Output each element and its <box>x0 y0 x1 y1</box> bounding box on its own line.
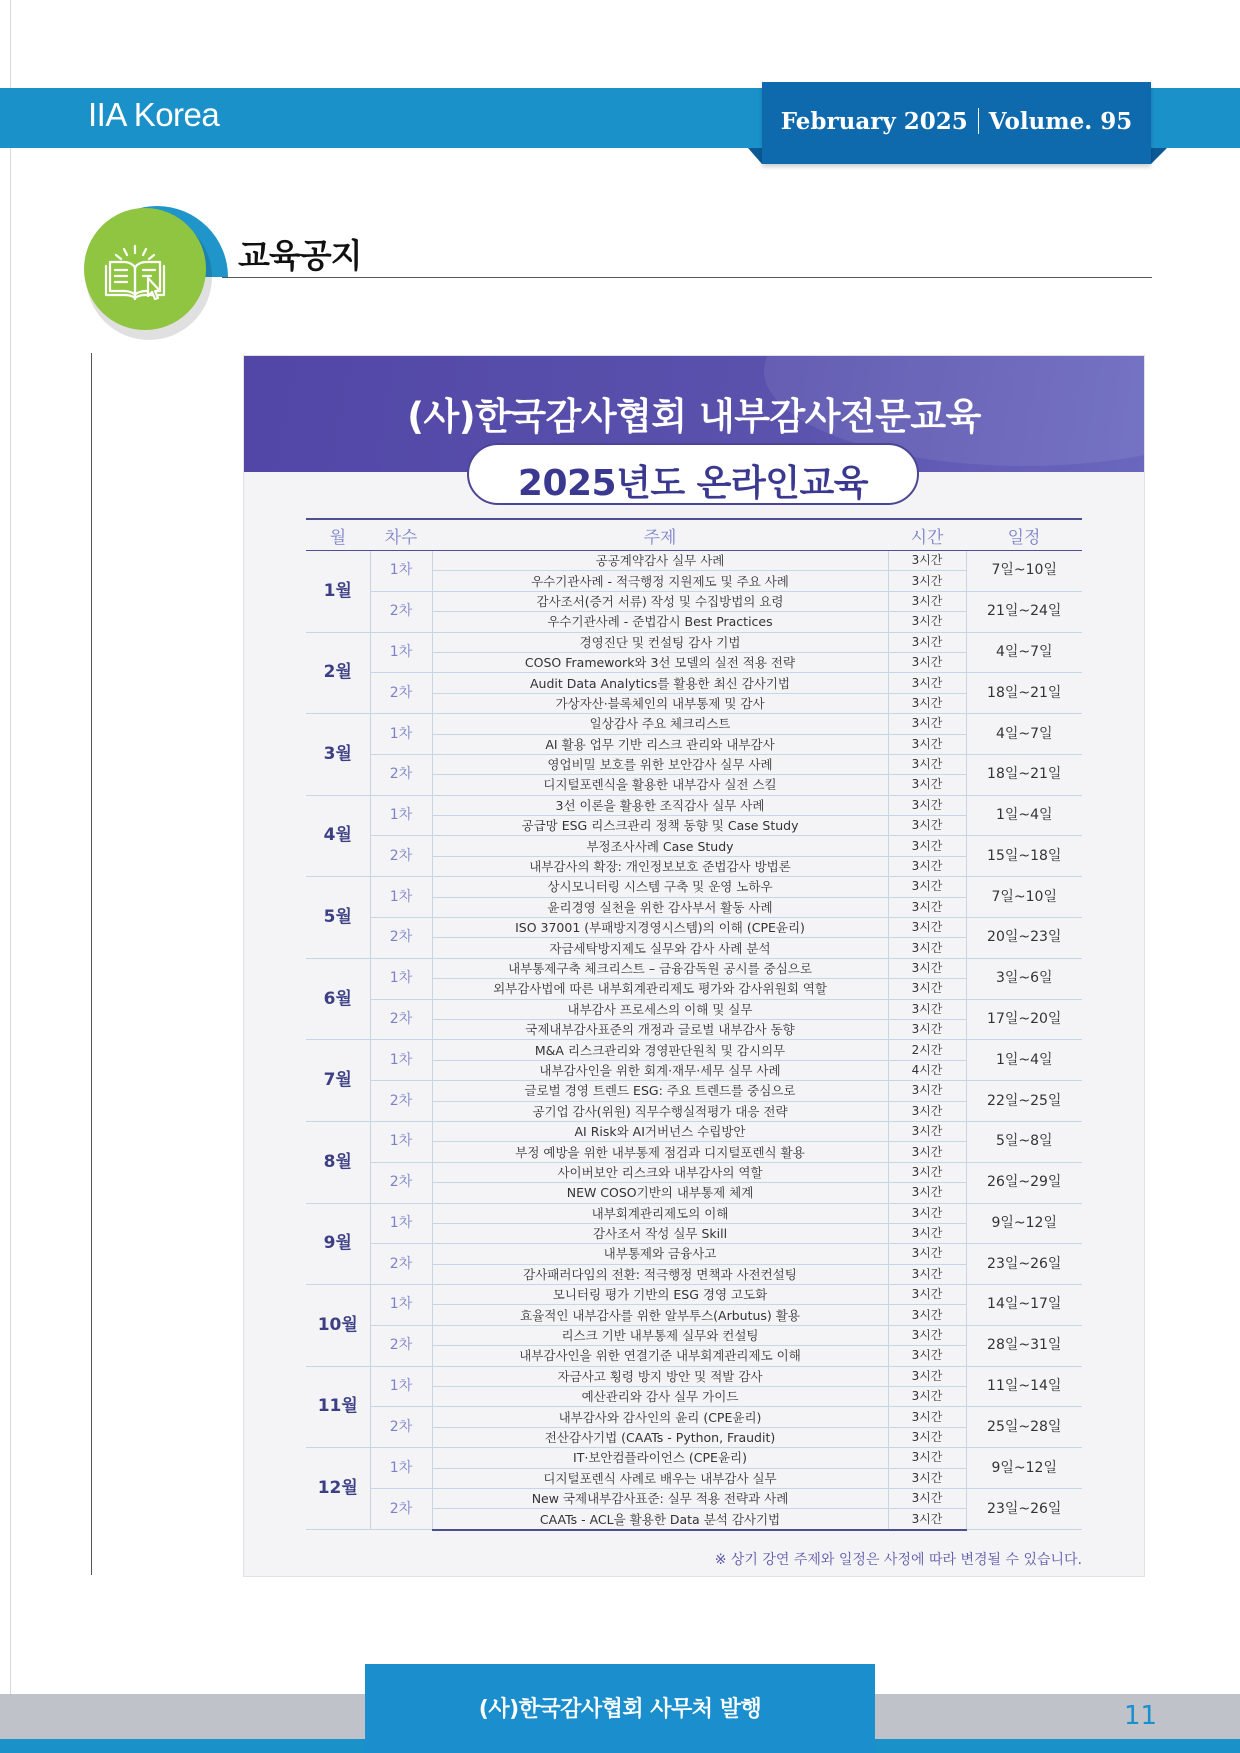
schedule-subtitle: 2025년도 온라인교육 <box>517 463 869 504</box>
round-cell: 1차 <box>370 1121 432 1162</box>
topic-cell: 부정조사사례 Case Study <box>432 836 888 856</box>
topic-cell: IT·보안컴플라이언스 (CPE윤리) <box>432 1448 888 1468</box>
section-underline <box>222 277 1152 278</box>
hours-cell: 3시간 <box>888 836 966 856</box>
hours-cell: 3시간 <box>888 1387 966 1407</box>
hours-cell: 3시간 <box>888 1244 966 1264</box>
hours-cell: 3시간 <box>888 1407 966 1427</box>
col-header-topic: 주제 <box>432 519 888 551</box>
table-row <box>306 1162 1082 1182</box>
dates-cell: 7일~10일 <box>966 877 1082 918</box>
round-cell: 2차 <box>370 1244 432 1285</box>
month-cell: 4월 <box>306 795 370 877</box>
dates-cell: 11일~14일 <box>966 1366 1082 1407</box>
footer-publisher-box <box>365 1664 875 1753</box>
round-cell: 1차 <box>370 1203 432 1244</box>
month-cell: 1월 <box>306 551 370 633</box>
topic-cell: 감사패러다임의 전환: 적극행정 면책과 사전컨설팅 <box>432 1264 888 1284</box>
topic-cell: 우수기관사례 - 준법감시 Best Practices <box>432 612 888 632</box>
round-cell: 1차 <box>370 795 432 836</box>
topic-cell: M&A 리스크관리와 경영판단원칙 및 감시의무 <box>432 1040 888 1060</box>
topic-cell: 감사조서 작성 실무 Skill <box>432 1223 888 1243</box>
topic-cell: 우수기관사례 - 적극행정 지원제도 및 주요 사례 <box>432 571 888 591</box>
topic-cell: COSO Framework와 3선 모델의 실전 적용 전략 <box>432 652 888 672</box>
round-cell: 1차 <box>370 1366 432 1407</box>
month-cell: 10월 <box>306 1285 370 1367</box>
topic-cell: 공급망 ESG 리스크관리 정책 동향 및 Case Study <box>432 816 888 836</box>
round-cell: 2차 <box>370 1081 432 1122</box>
hours-cell: 3시간 <box>888 897 966 917</box>
page-number: 11 <box>1124 1701 1158 1731</box>
month-cell: 2월 <box>306 632 370 714</box>
table-row <box>306 836 1082 856</box>
education-schedule-card <box>243 355 1145 1577</box>
round-cell: 2차 <box>370 673 432 714</box>
hours-cell: 3시간 <box>888 816 966 836</box>
round-cell: 2차 <box>370 1325 432 1366</box>
topic-cell: CAATs - ACL을 활용한 Data 분석 감사기법 <box>432 1509 888 1530</box>
month-cell: 11월 <box>306 1366 370 1448</box>
hours-cell: 3시간 <box>888 1325 966 1345</box>
table-row <box>306 1040 1082 1060</box>
subtitle-pill <box>467 443 919 505</box>
topic-cell: 내부회계관리제도의 이해 <box>432 1203 888 1223</box>
topic-cell: 디지털포렌식을 활용한 내부감사 실전 스킬 <box>432 775 888 795</box>
dates-cell: 26일~29일 <box>966 1162 1082 1203</box>
issue-tab <box>762 82 1151 164</box>
hours-cell: 3시간 <box>888 591 966 611</box>
hours-cell: 3시간 <box>888 918 966 938</box>
topic-cell: 모니터링 평가 기반의 ESG 경영 고도화 <box>432 1285 888 1305</box>
table-row <box>306 1488 1082 1508</box>
hours-cell: 3시간 <box>888 1183 966 1203</box>
issue-volume: Volume. 95 <box>988 108 1133 135</box>
topic-cell: AI 활용 업무 기반 리스크 관리와 내부감사 <box>432 734 888 754</box>
brand-name: IIA Korea <box>88 96 220 133</box>
topic-cell: 내부감사와 감사인의 윤리 (CPE윤리) <box>432 1407 888 1427</box>
hours-cell: 3시간 <box>888 1346 966 1366</box>
hours-cell: 3시간 <box>888 612 966 632</box>
dates-cell: 25일~28일 <box>966 1407 1082 1448</box>
topic-cell: 내부통제구축 체크리스트 – 금융감독원 공시를 중심으로 <box>432 958 888 978</box>
topic-cell: 사이버보안 리스크와 내부감사의 역할 <box>432 1162 888 1182</box>
month-cell: 3월 <box>306 714 370 796</box>
footer-publisher: (사)한국감사협회 사무처 발행 <box>478 1697 762 1722</box>
table-row <box>306 551 1082 571</box>
topic-cell: 자금세탁방지제도 실무와 감사 사례 분석 <box>432 938 888 958</box>
hours-cell: 3시간 <box>888 1101 966 1121</box>
dates-cell: 4일~7일 <box>966 714 1082 755</box>
round-cell: 1차 <box>370 1285 432 1326</box>
hours-cell: 3시간 <box>888 673 966 693</box>
round-cell: 2차 <box>370 1488 432 1529</box>
table-row <box>306 1325 1082 1345</box>
topic-cell: 윤리경영 실천을 위한 감사부서 활동 사례 <box>432 897 888 917</box>
round-cell: 2차 <box>370 918 432 959</box>
hours-cell: 3시간 <box>888 1142 966 1162</box>
dates-cell: 9일~12일 <box>966 1203 1082 1244</box>
hours-cell: 3시간 <box>888 1203 966 1223</box>
hours-cell: 3시간 <box>888 632 966 652</box>
col-header-dates: 일정 <box>966 519 1082 551</box>
round-cell: 2차 <box>370 836 432 877</box>
topic-cell: AI Risk와 AI거버넌스 수립방안 <box>432 1121 888 1141</box>
hours-cell: 3시간 <box>888 714 966 734</box>
topic-cell: 내부감사의 확장: 개인정보보호 준법감사 방법론 <box>432 856 888 876</box>
schedule-body <box>306 551 1082 1530</box>
dates-cell: 9일~12일 <box>966 1448 1082 1489</box>
round-cell: 2차 <box>370 1162 432 1203</box>
topic-cell: 글로벌 경영 트렌드 ESG: 주요 트렌드를 중심으로 <box>432 1081 888 1101</box>
table-row <box>306 591 1082 611</box>
hours-cell: 3시간 <box>888 775 966 795</box>
dates-cell: 3일~6일 <box>966 958 1082 999</box>
schedule-note: ※ 상기 강연 주제와 일정은 사정에 따라 변경될 수 있습니다. <box>714 1552 1082 1568</box>
dates-cell: 28일~31일 <box>966 1325 1082 1366</box>
hours-cell: 3시간 <box>888 877 966 897</box>
hours-cell: 3시간 <box>888 938 966 958</box>
hours-cell: 3시간 <box>888 856 966 876</box>
table-row <box>306 1203 1082 1223</box>
round-cell: 1차 <box>370 877 432 918</box>
topic-cell: 효율적인 내부감사를 위한 알부투스(Arbutus) 활용 <box>432 1305 888 1325</box>
hours-cell: 3시간 <box>888 652 966 672</box>
dates-cell: 21일~24일 <box>966 591 1082 632</box>
hours-cell: 3시간 <box>888 979 966 999</box>
hours-cell: 3시간 <box>888 1285 966 1305</box>
dates-cell: 1일~4일 <box>966 1040 1082 1081</box>
page-edge-rule <box>10 0 11 1753</box>
banner-title: (사)한국감사협회 내부감사전문교육 <box>407 395 981 438</box>
dates-cell: 18일~21일 <box>966 754 1082 795</box>
month-cell: 12월 <box>306 1448 370 1530</box>
hours-cell: 3시간 <box>888 1081 966 1101</box>
hours-cell: 3시간 <box>888 1264 966 1284</box>
table-row <box>306 999 1082 1019</box>
table-row <box>306 1244 1082 1264</box>
topic-cell: 예산관리와 감사 실무 가이드 <box>432 1387 888 1407</box>
hours-cell: 3시간 <box>888 734 966 754</box>
hours-cell: 3시간 <box>888 1448 966 1468</box>
topic-cell: 영업비밀 보호를 위한 보안감사 실무 사례 <box>432 754 888 774</box>
topic-cell: 디지털포렌식 사례로 배우는 내부감사 실무 <box>432 1468 888 1488</box>
round-cell: 2차 <box>370 999 432 1040</box>
hours-cell: 3시간 <box>888 1223 966 1243</box>
topic-cell: ISO 37001 (부패방지경영시스템)의 이해 (CPE윤리) <box>432 918 888 938</box>
dates-cell: 14일~17일 <box>966 1285 1082 1326</box>
hours-cell: 3시간 <box>888 1305 966 1325</box>
round-cell: 2차 <box>370 591 432 632</box>
issue-tab-fold-left <box>748 148 762 164</box>
topic-cell: 3선 이론을 활용한 조직감사 실무 사례 <box>432 795 888 815</box>
topic-cell: 내부감사 프로세스의 이해 및 실무 <box>432 999 888 1019</box>
round-cell: 1차 <box>370 958 432 999</box>
dates-cell: 18일~21일 <box>966 673 1082 714</box>
round-cell: 1차 <box>370 551 432 592</box>
table-row <box>306 877 1082 897</box>
topic-cell: 외부감사법에 따른 내부회계관리제도 평가와 감사위원회 역할 <box>432 979 888 999</box>
open-book-icon <box>104 244 166 308</box>
topic-cell: 국제내부감사표준의 개정과 글로벌 내부감사 동향 <box>432 1019 888 1039</box>
table-row <box>306 918 1082 938</box>
topic-cell: 내부통제와 금융사고 <box>432 1244 888 1264</box>
month-cell: 9월 <box>306 1203 370 1285</box>
table-row <box>306 958 1082 978</box>
table-row <box>306 714 1082 734</box>
topic-cell: New 국제내부감사표준: 실무 적용 전략과 사례 <box>432 1488 888 1508</box>
schedule-table <box>306 518 1082 1531</box>
hours-cell: 3시간 <box>888 1366 966 1386</box>
topic-cell: 가상자산·블록체인의 내부통제 및 감사 <box>432 693 888 713</box>
section-title: 교육공지 <box>238 236 362 275</box>
topic-cell: 일상감사 주요 체크리스트 <box>432 714 888 734</box>
topic-cell: 자금사고 횡령 방지 방안 및 적발 감사 <box>432 1366 888 1386</box>
table-row <box>306 1407 1082 1427</box>
topic-cell: 리스크 기반 내부통제 실무와 컨설팅 <box>432 1325 888 1345</box>
topic-cell: Audit Data Analytics를 활용한 최신 감사기법 <box>432 673 888 693</box>
hours-cell: 2시간 <box>888 1040 966 1060</box>
topic-cell: 내부감사인을 위한 연결기준 내부회계관리제도 이해 <box>432 1346 888 1366</box>
table-row <box>306 1448 1082 1468</box>
table-row <box>306 795 1082 815</box>
hours-cell: 3시간 <box>888 1019 966 1039</box>
topic-cell: 경영진단 및 컨설팅 감사 기법 <box>432 632 888 652</box>
issue-info <box>762 108 1151 135</box>
hours-cell: 3시간 <box>888 1162 966 1182</box>
month-cell: 7월 <box>306 1040 370 1122</box>
issue-tab-fold-right <box>1151 148 1167 164</box>
hours-cell: 3시간 <box>888 551 966 571</box>
hours-cell: 3시간 <box>888 999 966 1019</box>
round-cell: 1차 <box>370 1448 432 1489</box>
hours-cell: 4시간 <box>888 1060 966 1080</box>
topic-cell: NEW COSO기반의 내부통제 체계 <box>432 1183 888 1203</box>
dates-cell: 20일~23일 <box>966 918 1082 959</box>
topic-cell: 공기업 감사(위원) 직무수행실적평가 대응 전략 <box>432 1101 888 1121</box>
hours-cell: 3시간 <box>888 1427 966 1447</box>
round-cell: 2차 <box>370 754 432 795</box>
table-row <box>306 1121 1082 1141</box>
table-row <box>306 1285 1082 1305</box>
dates-cell: 15일~18일 <box>966 836 1082 877</box>
dates-cell: 5일~8일 <box>966 1121 1082 1162</box>
topic-cell: 공공계약감사 실무 사례 <box>432 551 888 571</box>
table-header-row <box>306 519 1082 551</box>
hours-cell: 3시간 <box>888 1121 966 1141</box>
topic-cell: 내부감사인을 위한 회계·재무·세무 실무 사례 <box>432 1060 888 1080</box>
issue-date: February 2025 <box>780 108 968 135</box>
hours-cell: 3시간 <box>888 1468 966 1488</box>
table-row <box>306 1081 1082 1101</box>
month-cell: 8월 <box>306 1121 370 1203</box>
round-cell: 1차 <box>370 632 432 673</box>
dates-cell: 22일~25일 <box>966 1081 1082 1122</box>
dates-cell: 23일~26일 <box>966 1488 1082 1529</box>
month-cell: 6월 <box>306 958 370 1040</box>
table-row <box>306 1366 1082 1386</box>
issue-separator <box>978 108 979 134</box>
hours-cell: 3시간 <box>888 1509 966 1530</box>
round-cell: 1차 <box>370 714 432 755</box>
table-row <box>306 754 1082 774</box>
hours-cell: 3시간 <box>888 795 966 815</box>
dates-cell: 7일~10일 <box>966 551 1082 592</box>
content-side-rule <box>91 353 92 1575</box>
hours-cell: 3시간 <box>888 693 966 713</box>
col-header-month: 월 <box>306 519 370 551</box>
table-row <box>306 632 1082 652</box>
table-row <box>306 673 1082 693</box>
dates-cell: 4일~7일 <box>966 632 1082 673</box>
topic-cell: 상시모니터링 시스템 구축 및 운영 노하우 <box>432 877 888 897</box>
hours-cell: 3시간 <box>888 571 966 591</box>
topic-cell: 감사조서(증거 서류) 작성 및 수집방법의 요령 <box>432 591 888 611</box>
dates-cell: 1일~4일 <box>966 795 1082 836</box>
col-header-round: 차수 <box>370 519 432 551</box>
topic-cell: 전산감사기법 (CAATs - Python, Fraudit) <box>432 1427 888 1447</box>
round-cell: 1차 <box>370 1040 432 1081</box>
col-header-hours: 시간 <box>888 519 966 551</box>
dates-cell: 23일~26일 <box>966 1244 1082 1285</box>
hours-cell: 3시간 <box>888 754 966 774</box>
hours-cell: 3시간 <box>888 1488 966 1508</box>
round-cell: 2차 <box>370 1407 432 1448</box>
hours-cell: 3시간 <box>888 958 966 978</box>
topic-cell: 부정 예방을 위한 내부통제 점검과 디지털포렌식 활용 <box>432 1142 888 1162</box>
month-cell: 5월 <box>306 877 370 959</box>
dates-cell: 17일~20일 <box>966 999 1082 1040</box>
